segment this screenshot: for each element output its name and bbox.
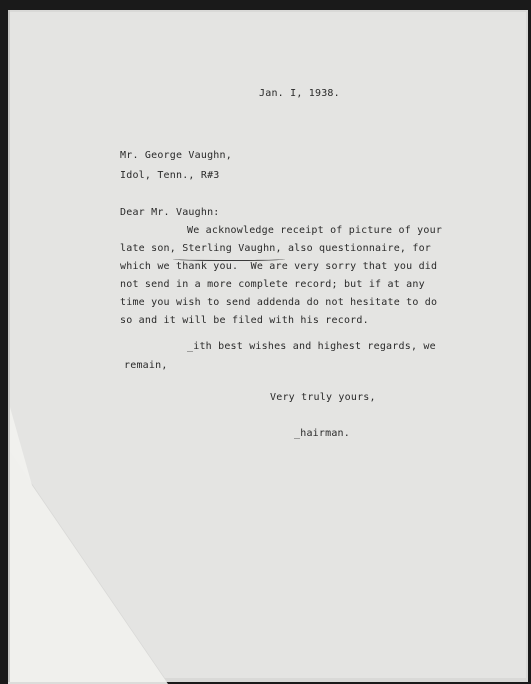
body-line: late son, Sterling Vaughn, also questionnaire, for [120, 243, 432, 254]
complimentary-close: Very truly yours, [270, 392, 376, 403]
salutation: Dear Mr. Vaughn: [120, 207, 220, 218]
paper-edge [8, 10, 10, 682]
recipient-address: Idol, Tenn., R#3 [120, 170, 220, 181]
letter-date: Jan. I, 1938. [259, 88, 340, 99]
closing-line: _ith best wishes and highest regards, we [187, 341, 436, 352]
body-line: which we thank you. We are very sorry that you did [120, 261, 438, 272]
body-line: not send in a more complete record; but if at any [120, 279, 425, 290]
body-line: so and it will be filed with his record. [120, 315, 369, 326]
recipient-name: Mr. George Vaughn, [120, 150, 232, 161]
body-line: time you wish to send addenda do not hesitate to do [120, 297, 438, 308]
signature-title: _hairman. [294, 428, 350, 439]
closing-line: remain, [124, 360, 168, 371]
body-line: We acknowledge receipt of picture of your [187, 225, 443, 236]
